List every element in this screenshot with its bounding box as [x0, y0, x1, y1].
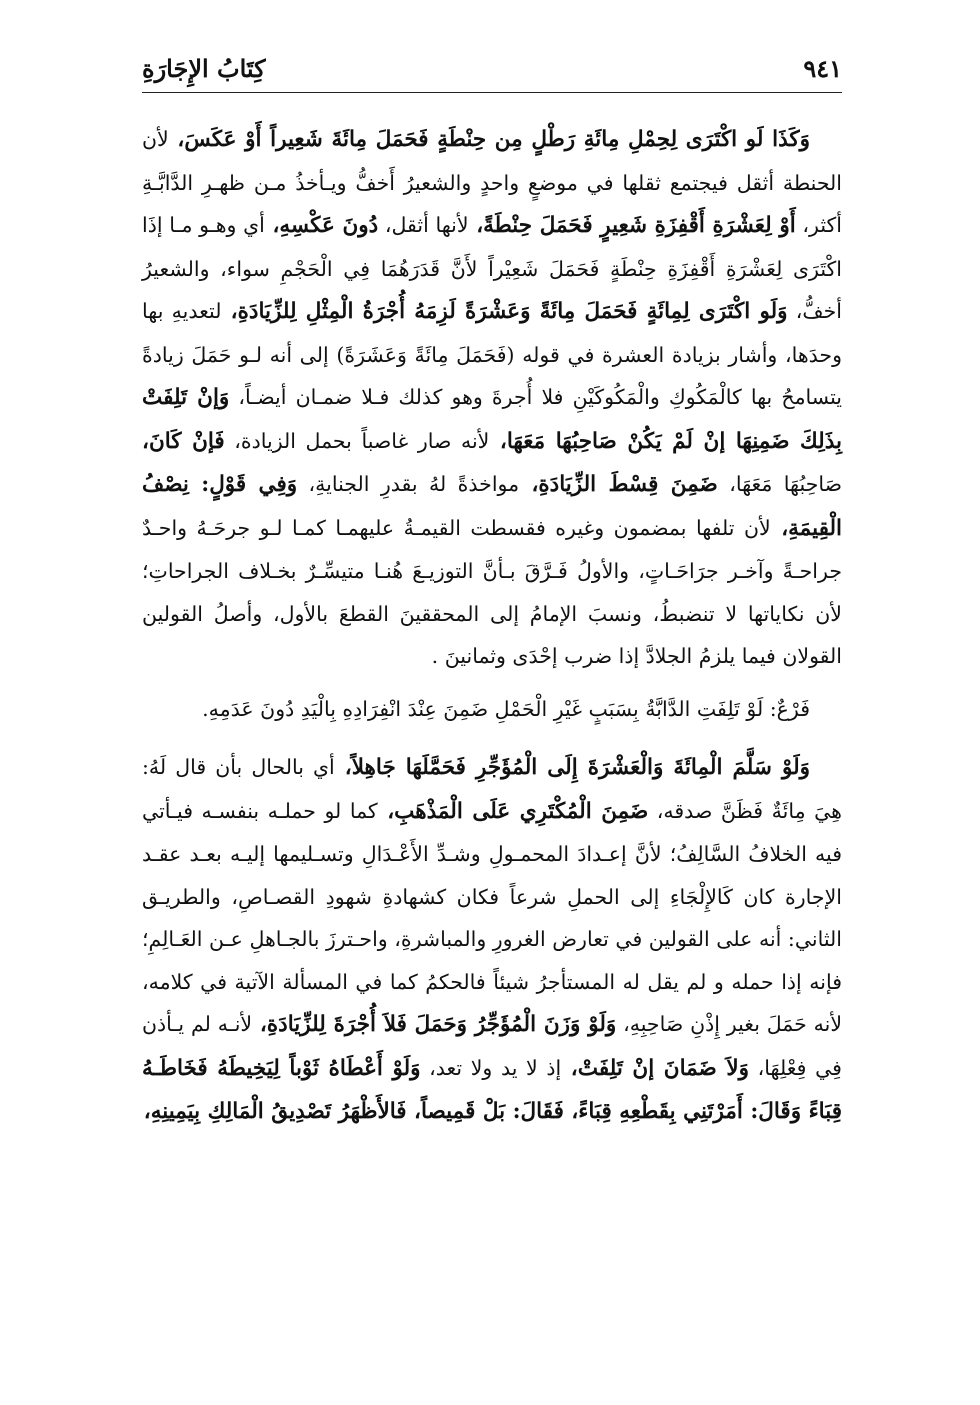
matn-text: فَإنْ كَانَ،: [142, 428, 225, 454]
sharh-text: مواخذةً لهُ بقدرِ الجنايةِ،: [297, 472, 520, 496]
matn-text: أَوْ لِعَشْرَةِ أَقْفِزَةِ شَعِيرٍ فَحَمَلَ حِنْطَةً،: [468, 213, 796, 238]
paragraph: [142, 118, 842, 678]
sharh-text: إذ لا يد ولا تعد،: [420, 1055, 562, 1080]
matn-text: وَلاَ ضَمَانَ إنْ تَلِفَتْ،: [561, 1055, 750, 1081]
matn-text: وَإنْ تَلِفَتْ بِذَلِكَ ضَمِنِهَا إنْ لَمْ يَكُنْ صَاحِبُهَا مَعَهَا،: [142, 385, 842, 454]
sharh-text: أي وهـو مـا إذَا اكْتَرَى لِعَشْرَةِ أَقْفِزَةِ حِنْطَةٍ فَحَمَلَ شَعِيْراً لأَنَّ قَدَرَهُمَا فِي الْحَجْمِ سواء، والشعيرُ أخفُّ،: [142, 213, 842, 323]
sharh-text: فَرْعٌ: لَوْ تَلِفَتِ الدَّابَّةُ بِسَبَبٍ غَيْرِ الْحَمْلِ ضَمِنَ عِنْدَ انْفِرَادِهِ بِالْيَدِ دُونَ عَدَمِهِ.: [202, 696, 810, 721]
sharh-text: صَاحِبُهَا مَعَهَا،: [717, 472, 843, 496]
body-text: [142, 118, 842, 1134]
paragraph: [142, 746, 842, 1134]
sharh-text: أي بالحال بأن قال لَهُ: هِيَ مِائَةٌ فَظَنَّ صدقه،: [142, 755, 842, 823]
sharh-text: لأن الحنطة أثقل فيجتمع ثقلها في موضعٍ واحدٍ والشعيرُ أَخفُّ ويـأخذُ مـن ظهـرِ الدَّابَّـةِ أكثر،: [142, 127, 842, 237]
matn-text: وَلَو اكْتَرَى لِمِائَةٍ فَحَمَلَ مِائَةً وَعَشْرَةً لَزِمَهُ أُجْرَةُ الْمِثْلِ لِلزِّيَادَةِ،: [221, 299, 788, 324]
matn-text: وَكَذَا لَو اكْتَرَى لِحِمْلِ مِائَةِ رَطْلٍ مِن حِنْطَةٍ فَحَمَلَ مِائَةَ شَعِيراً أَوْ عَكَسَ،: [168, 127, 810, 152]
sharh-text: لأنـه لم يـأذن فِي فِعْلِهَا،: [142, 1012, 842, 1080]
matn-text: وَفِي قَوْلٍ: نِصْفُ الْقِيمَةِ،: [142, 472, 842, 541]
matn-text: ضَمِنَ الْمُكْتَرِي عَلَى الْمَذْهَبِ،: [377, 798, 649, 824]
sharh-text: لأن تلفها بمضمون وغيره فقسطت القيمـةُ عليهمـا كمـا لـو جرحَـهُ واحـدٌ جراحـةً وآخـر جرَاحَـاتٍ، والأولُ فَـرَّقَ بـأنَّ التوزيـعَ هُنـا متيسِّـرٌ بخـلاف الجراحاتِ؛ لأن نكاياتها لا تنضبطُ، ونسبَ الإمامُ إلى المحققينَ القطعَ بالأول، وأصلُ القولين القولان فيما يلزمُ الجلادَّ إذا ضرب إحْدَى وثمانينَ .: [142, 515, 842, 668]
paragraph: [142, 688, 842, 731]
sharh-text: لأنه صار غاصباً بحمل الزيادة،: [224, 428, 490, 453]
matn-text: وَلَوْ سَلَّمَ الْمِائَةَ وَالْعَشْرَةَ إِلَى الْمُؤَجِّرِ فَحَمَّلَهَا جَاهِلاً،: [334, 755, 810, 780]
running-title: كِتَابُ الإِجَارَةِ: [142, 54, 266, 83]
matn-text: وَلَوْ وَزَنَ الْمُؤَجِّرُ وَحَمَلَ فَلاَ أُجْرَةَ لِلزِّيَادَةِ،: [252, 1012, 617, 1037]
matn-text: دُونَ عَكْسِهِ،: [264, 213, 379, 238]
sharh-text: لأنها أثقل،: [378, 213, 469, 237]
matn-text: ضَمِنَ قِسْطَ الزِّيَادَةِ،: [519, 472, 718, 497]
page-number: ٩٤١: [803, 54, 842, 83]
sharh-text: لتعديهِ بها وحدَها، وأشار بزيادة العشرة في قوله (فَحَمَلَ مِائَةً وَعَشَرَةً) إلى أنه لـو حَمَلَ زيادةً يتسامحُ بها كالْمَكُوكِ والْمَكُوكَيْنِ فلا أُجرةَ وهو كذلك فـلا ضمـان أيضـاً،: [142, 299, 842, 409]
sharh-text: كما لو حملـه بنفسـه فيـأتي فيه الخلافُ السَّالِفُ؛ لأنَّ إعـدادَ المحمـولِ وشـدِّ الأَعْـدَالِ وتسـليمها إليـه بعـد عقـد الإجارة كان كَالإِلْجَاءِ إلى الحملِ شرعاً فكان كشهادةِ شهودِ القصـاصِ، والطريـق الثاني: أنه على القولين في تعارض الغرورِ والمباشرةِ، واحـترزَ بالجـاهلِ عـن العَـالِمِ؛ فإنه إذا حمله و لم يقل له المستأجرُ شيئاً فالحكمُ كما في المسألة الآتية في كلامه، لأنه حَمَلَ بغير إِذْنِ صَاحِبِهِ،: [142, 798, 843, 1036]
page-header: [142, 52, 842, 93]
matn-text: وَلَوْ أَعْطَاهُ ثَوْباً لِيَخِيطَهُ فَخَاطَـهُ قِبَاءً وَقَالَ: أَمَرْتَنِي بِقَطْعِهِ قِبَاءً، فَقَالَ: بَلْ قَمِيصاً، فَالأَظْهَرُ تَصْدِيقُ الْمَالِكِ بِيَمِينِهِ،: [142, 1055, 842, 1124]
